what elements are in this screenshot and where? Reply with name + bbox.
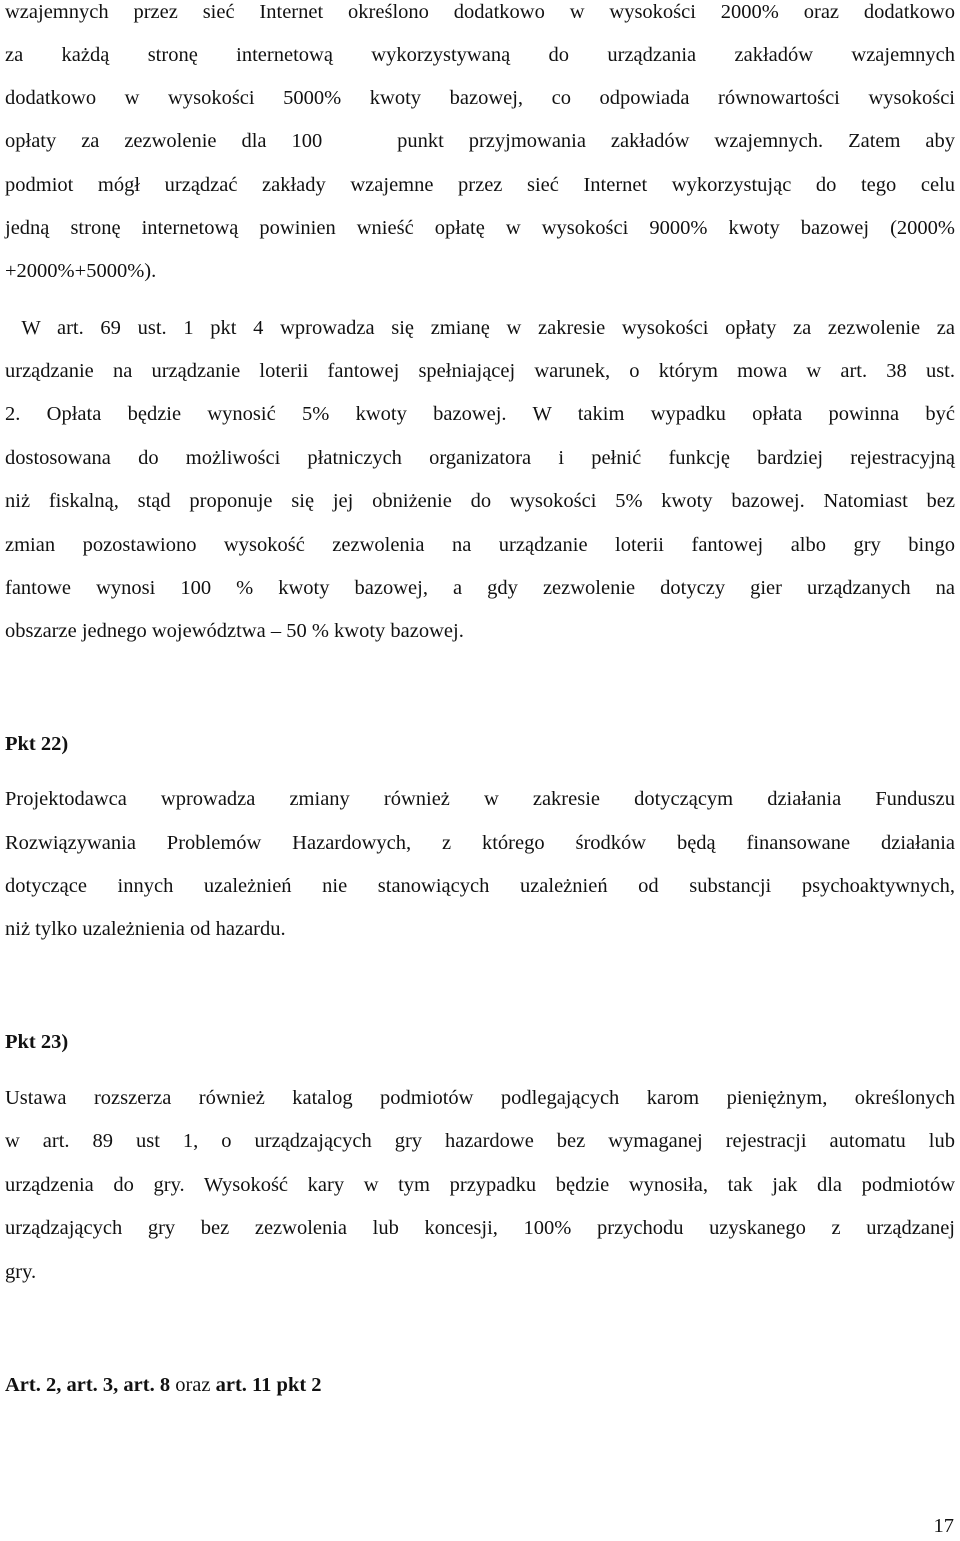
text-line: Ustawa rozszerza również katalog podmiotów podlegających karom pieniężnym, określonych [5, 1087, 955, 1109]
text-line: opłaty za zezwolenie dla 100 punkt przyjmowania zakładów wzajemnych. Zatem aby [5, 130, 955, 152]
text-line: 2. Opłata będzie wynosić 5% kwoty bazowej. W takim wypadku opłata powinna być [5, 403, 955, 425]
text-line: niż tylko uzależnienia od hazardu. [5, 918, 286, 940]
text-line: urządzanie na urządzanie loterii fantowej spełniającej warunek, o którym mowa w art. 38 ust. [5, 360, 955, 382]
page-number: 17 [933, 1515, 954, 1537]
articles-heading [5, 1370, 955, 1400]
articles-heading-connector: oraz [170, 1374, 216, 1396]
text-line: za każdą stronę internetową wykorzystywaną do urządzania zakładów wzajemnych [5, 44, 955, 66]
text-line: jedną stronę internetową powinien wnieść opłatę w wysokości 9000% kwoty bazowej (2000% [5, 217, 955, 239]
text-line: niż fiskalną, stąd proponuje się jej obniżenie do wysokości 5% kwoty bazowej. Natomiast bez [5, 490, 955, 512]
text-line: dodatkowo w wysokości 5000% kwoty bazowej, co odpowiada równowartości wysokości [5, 87, 955, 109]
text-line: +2000%+5000%). [5, 260, 157, 282]
section-heading: Pkt 23) [5, 1031, 69, 1053]
text-line: wzajemnych przez sieć Internet określono dodatkowo w wysokości 2000% oraz dodatkowo [5, 1, 955, 23]
text-line: w art. 89 ust 1, o urządzających gry hazardowe bez wymaganej rejestracji automatu lub [5, 1130, 955, 1152]
articles-heading-bold-1: Art. 2, art. 3, art. 8 [5, 1374, 171, 1396]
text-line: gry. [5, 1261, 37, 1283]
text-line: urządzenia do gry. Wysokość kary w tym przypadku będzie wynosiła, tak jak dla podmiotów [5, 1174, 955, 1196]
text-line: dotyczące innych uzależnień nie stanowiących uzależnień od substancji psychoaktywnych, [5, 875, 955, 897]
text-line: podmiot mógł urządzać zakłady wzajemne przez sieć Internet wykorzystując do tego celu [5, 174, 955, 196]
text-line: W art. 69 ust. 1 pkt 4 wprowadza się zmianę w zakresie wysokości opłaty za zezwolenie za [5, 317, 955, 339]
text-line: fantowe wynosi 100 % kwoty bazowej, a gdy zezwolenie dotyczy gier urządzanych na [5, 577, 955, 599]
text-line: urządzających gry bez zezwolenia lub koncesji, 100% przychodu uzyskanego z urządzanej [5, 1217, 955, 1239]
text-line: Rozwiązywania Problemów Hazardowych, z którego środków będą finansowane działania [5, 832, 955, 854]
articles-heading-bold-2: art. 11 pkt 2 [215, 1374, 322, 1396]
text-line: dostosowana do możliwości płatniczych organizatora i pełnić funkcję bardziej rejestracyjną [5, 447, 955, 469]
text-line: Projektodawca wprowadza zmiany również w zakresie dotyczącym działania Funduszu [5, 788, 955, 810]
section-heading: Pkt 22) [5, 733, 69, 755]
text-line: zmian pozostawiono wysokość zezwolenia na urządzanie loterii fantowej albo gry bingo [5, 534, 955, 556]
text-line: obszarze jednego województwa – 50 % kwoty bazowej. [5, 620, 464, 642]
